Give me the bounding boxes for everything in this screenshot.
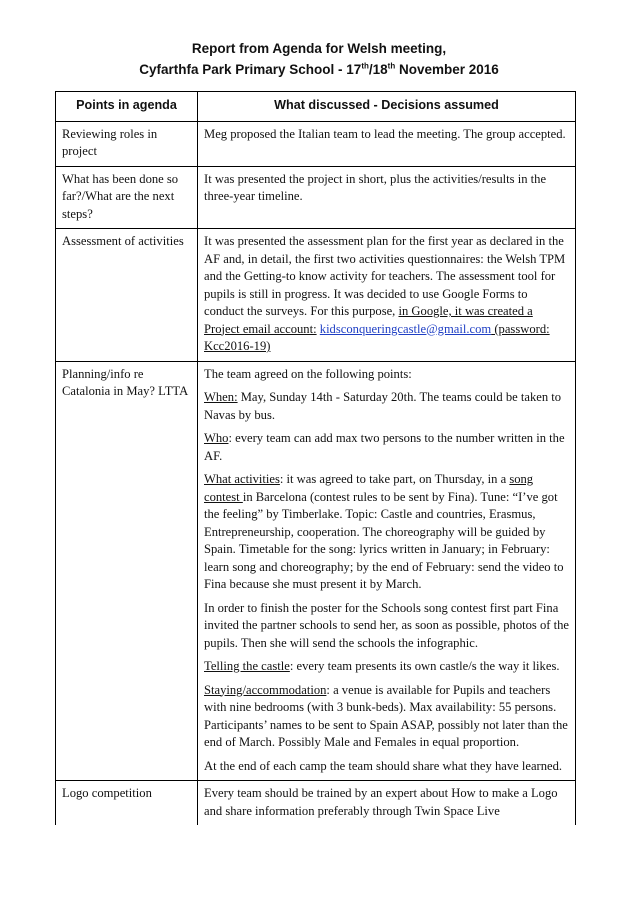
discussion-text — [198, 361, 576, 781]
telling-text: : every team presents its own castle/s the way it likes. — [289, 659, 560, 673]
discussion-text: Every team should be trained by an expert about How to make a Logo and share information preferably through Twin Space Live — [198, 781, 576, 826]
agenda-point: Planning/info re Catalonia in May? LTTA — [56, 361, 198, 781]
title-line-2 — [0, 59, 638, 80]
discussion-text — [198, 229, 576, 362]
title-sup-2: th — [387, 61, 396, 71]
table-row — [56, 166, 576, 229]
when-label: When: — [204, 390, 238, 404]
discussion-text: It was presented the project in short, plus the activities/results in the three-year timeline. — [198, 166, 576, 229]
document-title — [0, 38, 638, 80]
telling-label: Telling the castle — [204, 659, 290, 673]
who-text: : every team can add max two persons to the number written in the AF. — [204, 431, 565, 463]
table-header-row — [56, 92, 576, 122]
assessment-underlined: in Google, it was created a Project email account: — [204, 304, 533, 336]
header-discussed: What discussed - Decisions assumed — [198, 92, 576, 122]
table-row — [56, 781, 576, 826]
planning-end: At the end of each camp the team should share what they have learned. — [204, 758, 563, 773]
planning-intro: The team agreed on the following points: — [204, 366, 412, 381]
planning-staying — [204, 682, 569, 752]
agenda-point: Reviewing roles in project — [56, 121, 198, 166]
planning-when — [204, 389, 569, 424]
what-text-2: in Barcelona (contest rules to be sent by Fina). Tune: “I’ve got the feeling” by Timberlake. Topic: Castle and countries, Erasmus, Entrepreneurship, cooperation. The choreography will be guided by Spain. Timetable for the song: lyrics written in January; in February: learn song and choreography; by the end of February: send the video to Fina because she must present it by March. — [204, 489, 564, 591]
agenda-table — [55, 91, 576, 825]
staying-label: Staying/accommodation — [204, 682, 327, 697]
agenda-point: Logo competition — [56, 781, 198, 826]
what-label: What activities — [204, 472, 280, 486]
planning-what — [204, 471, 569, 594]
header-points: Points in agenda — [56, 92, 198, 122]
table-row — [56, 121, 576, 166]
agenda-point: What has been done so far?/What are the next steps? — [56, 166, 198, 229]
planning-poster: In order to finish the poster for the Schools song contest first part Fina invited the partner schools to send her, as soon as possible, photos of the pupils. Then she will send the schools the infographic. — [204, 600, 570, 650]
title-date-2: /18 — [368, 62, 388, 77]
assessment-text: It was presented the assessment plan for the first year as declared in the AF and, in detail, the first two activities questionnaires: the Welsh TPM and the Getting-to know activity for teachers. The assessment tool for pupils is still in progress. It was decided to use Google Forms to conduct the surveys. For this purpose, — [204, 234, 566, 318]
discussion-text: Meg proposed the Italian team to lead the meeting. The group accepted. — [198, 121, 576, 166]
agenda-point: Assessment of activities — [56, 229, 198, 362]
title-line-1: Report from Agenda for Welsh meeting, — [191, 41, 447, 56]
title-line-2-end: November 2016 — [395, 62, 499, 77]
table-row — [56, 229, 576, 362]
who-label: Who — [204, 431, 229, 445]
email-link[interactable]: kidsconqueringcastle@gmail.com — [319, 321, 492, 336]
staying-text: : a venue is available for Pupils and teachers with nine bedrooms (with 3 bunk-beds). Max availability: 55 persons. Participants’ names to be sent to Spain ASAP, possibly not later than the end of March. Possibly Male and Females in equal proportion. — [204, 682, 568, 749]
title-sup-1: th — [361, 61, 369, 71]
planning-telling — [204, 658, 569, 676]
title-line-2-start: Cyfarthfa Park Primary School - 17 — [139, 62, 362, 77]
when-text: May, Sunday 14th - Saturday 20th. The teams could be taken to Navas by bus. — [204, 390, 562, 422]
song-contest-label: song contest — [204, 472, 534, 504]
what-text-1: : it was agreed to take part, on Thursday, in a — [279, 472, 510, 486]
table-row — [56, 361, 576, 781]
password-text: (password: Kcc2016-19) — [204, 321, 550, 353]
planning-who — [204, 430, 569, 465]
